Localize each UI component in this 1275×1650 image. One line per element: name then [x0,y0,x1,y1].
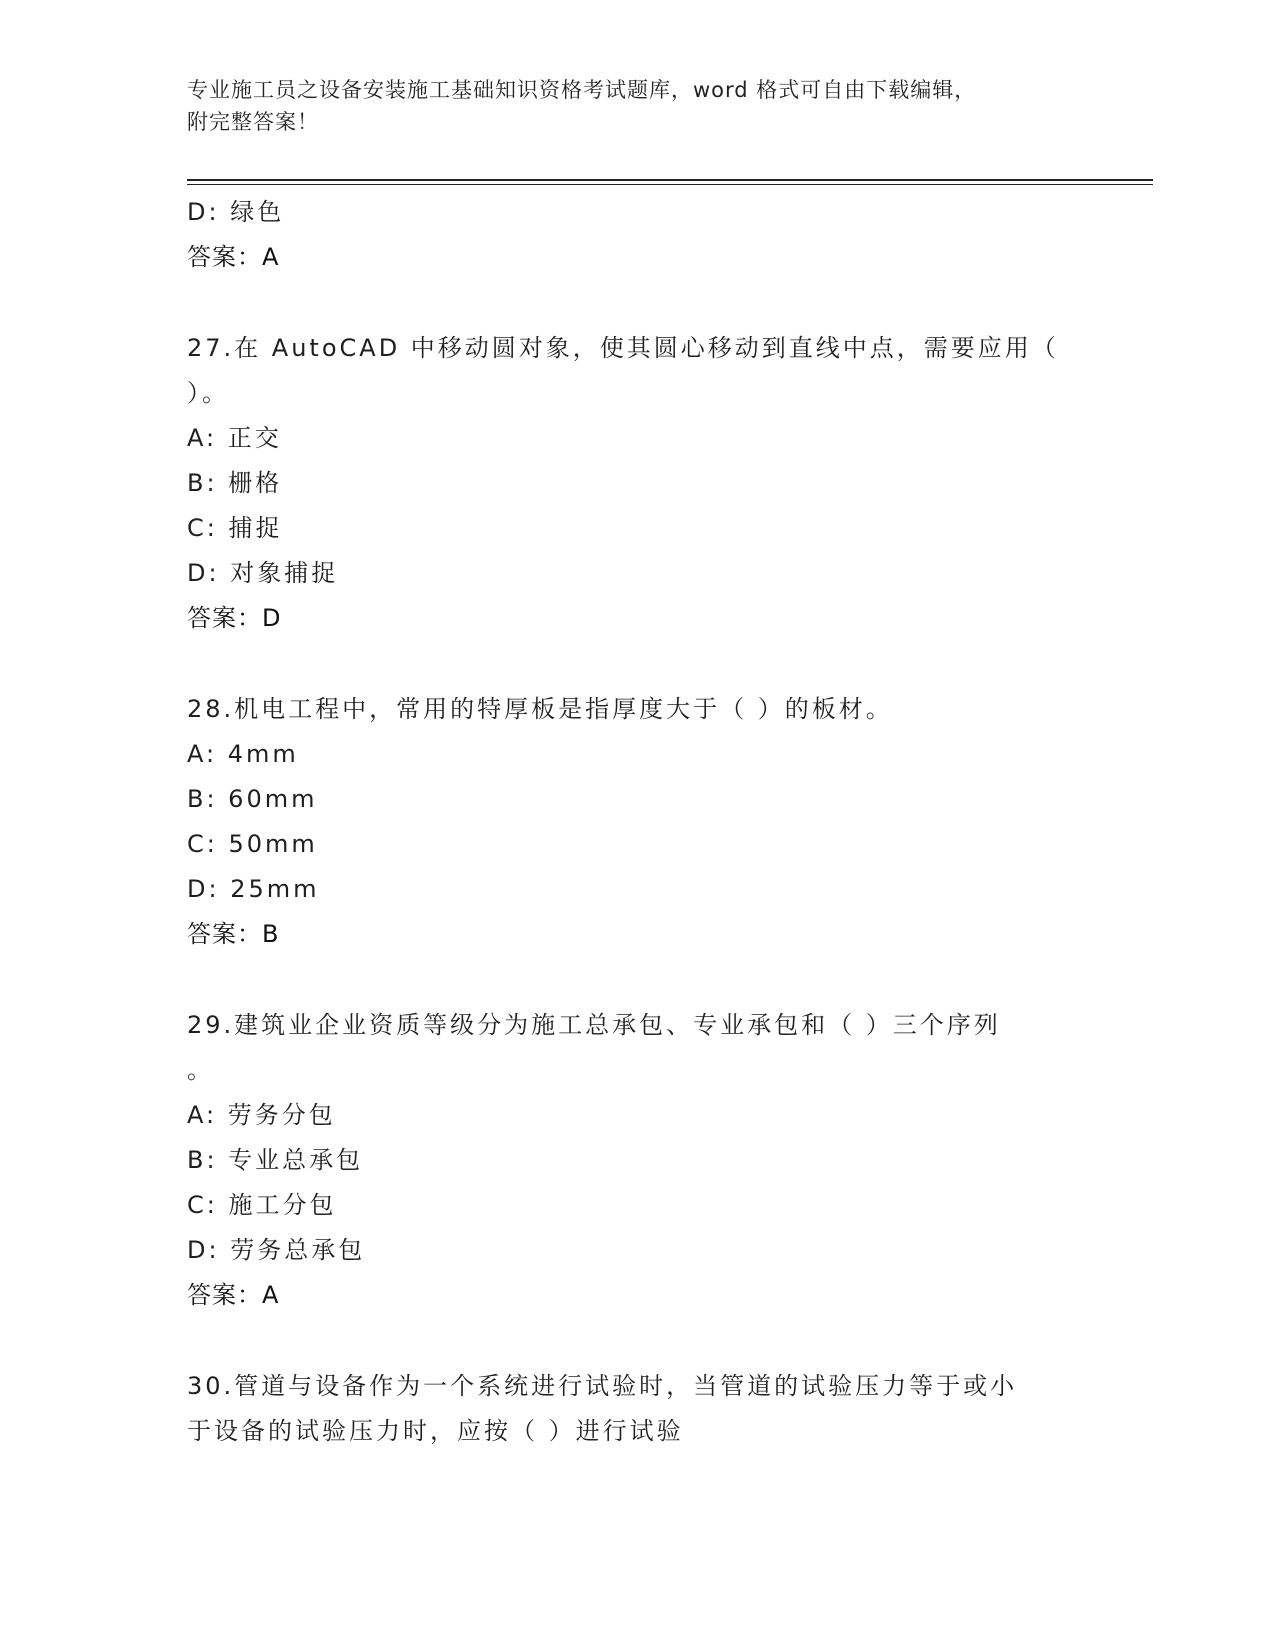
option-c: C: 施工分包 [187,1191,337,1219]
question-stem: 30.管道与设备作为一个系统进行试验时，当管道的试验压力等于或小 [187,1372,1018,1400]
spacer [187,280,1087,326]
answer-line: 答案：A [187,1281,280,1309]
question-27 [187,326,1087,641]
answer-line: 答案：D [187,604,282,632]
header-line-1: 专业施工员之设备安装施工基础知识资格考试题库，word 格式可自由下载编辑， [187,78,977,102]
question-list [187,190,1087,1454]
spacer [187,641,1087,687]
question-stem-continued: 于设备的试验压力时，应按（ ）进行试验 [187,1417,684,1445]
question-26-tail [187,190,1087,280]
answer-line: 答案：A [187,243,280,271]
header-divider-thin [187,184,1153,185]
question-stem-continued: 。 [187,1056,214,1084]
question-stem: 28.机电工程中，常用的特厚板是指厚度大于（ ）的板材。 [187,695,893,723]
question-29 [187,1003,1087,1318]
question-stem: 29.建筑业企业资质等级分为施工总承包、专业承包和（ ）三个序列 [187,1011,1001,1039]
option-c: C: 50mm [187,830,318,858]
option-b: B: 栅格 [187,469,283,497]
option-a: A: 4mm [187,740,299,768]
option-b: B: 60mm [187,785,318,813]
page-header [187,74,1067,138]
option-c: C: 捕捉 [187,514,283,542]
answer-line: 答案：B [187,920,280,948]
option-a: A: 正交 [187,424,282,452]
option-d: D: 对象捕捉 [187,559,339,587]
question-30 [187,1364,1087,1454]
spacer [187,1318,1087,1364]
question-stem: 27.在 AutoCAD 中移动圆对象，使其圆心移动到直线中点，需要应用（ [187,334,1059,362]
option-d: D: 劳务总承包 [187,1236,366,1264]
option-b: B: 专业总承包 [187,1146,364,1174]
question-stem-continued: ）。 [187,379,229,407]
question-28 [187,687,1087,957]
option-a: A: 劳务分包 [187,1101,336,1129]
option-d: D: 25mm [187,875,320,903]
header-line-2: 附完整答案！ [187,110,319,134]
spacer [187,957,1087,1003]
header-divider-thick [187,179,1153,181]
option-d: D: 绿色 [187,198,285,226]
